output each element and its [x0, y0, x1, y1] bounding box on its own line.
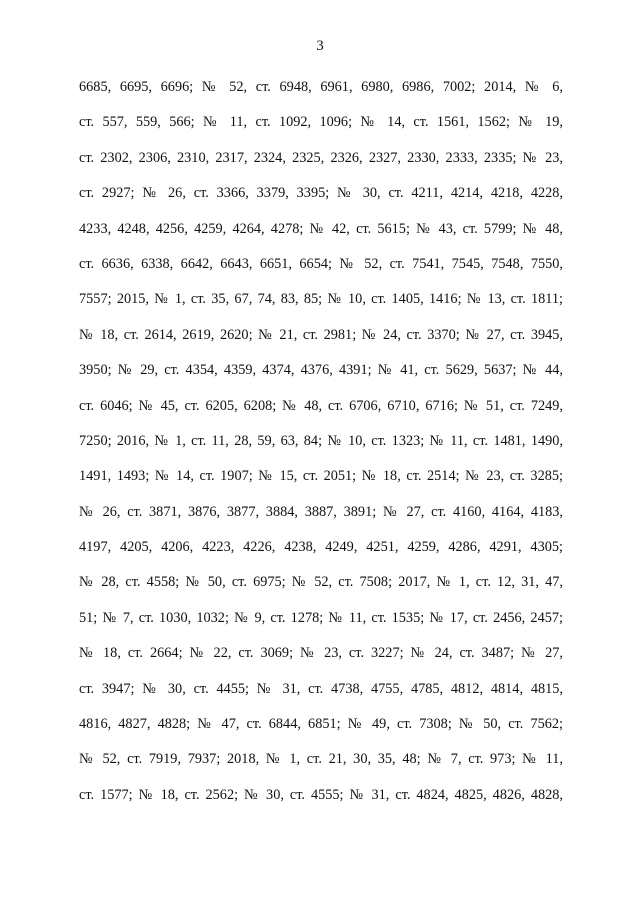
text-line-10: ст. 6046; № 45, ст. 6205, 6208; № 48, ст. 6706, 6710, 6716; № 51, ст. 7249,	[79, 397, 563, 414]
text-line-3: ст. 2302, 2306, 2310, 2317, 2324, 2325, 2326, 2327, 2330, 2333, 2335; № 23,	[79, 149, 563, 166]
text-line-13: № 26, ст. 3871, 3876, 3877, 3884, 3887, 3891; № 27, ст. 4160, 4164, 4183,	[79, 503, 563, 520]
body-text	[79, 70, 563, 813]
text-line-19: 4816, 4827, 4828; № 47, ст. 6844, 6851; № 49, ст. 7308; № 50, ст. 7562;	[79, 716, 563, 733]
text-line-21: ст. 1577; № 18, ст. 2562; № 30, ст. 4555; № 31, ст. 4824, 4825, 4826, 4828,	[79, 786, 563, 803]
text-line-11: 7250; 2016, № 1, ст. 11, 28, 59, 63, 84; № 10, ст. 1323; № 11, ст. 1481, 1490,	[79, 432, 563, 449]
text-line-16: 51; № 7, ст. 1030, 1032; № 9, ст. 1278; № 11, ст. 1535; № 17, ст. 2456, 2457;	[79, 609, 563, 626]
text-line-14: 4197, 4205, 4206, 4223, 4226, 4238, 4249, 4251, 4259, 4286, 4291, 4305;	[79, 539, 563, 556]
text-line-2: ст. 557, 559, 566; № 11, ст. 1092, 1096; № 14, ст. 1561, 1562; № 19,	[79, 114, 563, 131]
text-line-1: 6685, 6695, 6696; № 52, ст. 6948, 6961, 6980, 6986, 7002; 2014, № 6,	[79, 79, 563, 95]
text-line-18: ст. 3947; № 30, ст. 4455; № 31, ст. 4738, 4755, 4785, 4812, 4814, 4815,	[79, 680, 563, 697]
text-line-4: ст. 2927; № 26, ст. 3366, 3379, 3395; № 30, ст. 4211, 4214, 4218, 4228,	[79, 185, 563, 202]
text-line-6: ст. 6636, 6338, 6642, 6643, 6651, 6654; № 52, ст. 7541, 7545, 7548, 7550,	[79, 255, 563, 272]
text-line-12: 1491, 1493; № 14, ст. 1907; № 15, ст. 2051; № 18, ст. 2514; № 23, ст. 3285;	[79, 468, 563, 485]
text-line-7: 7557; 2015, № 1, ст. 35, 67, 74, 83, 85; № 10, ст. 1405, 1416; № 13, ст. 1811;	[79, 291, 563, 308]
text-line-15: № 28, ст. 4558; № 50, ст. 6975; № 52, ст. 7508; 2017, № 1, ст. 12, 31, 47,	[79, 574, 563, 591]
text-line-17: № 18, ст. 2664; № 22, ст. 3069; № 23, ст. 3227; № 24, ст. 3487; № 27,	[79, 645, 563, 662]
text-line-20: № 52, ст. 7919, 7937; 2018, № 1, ст. 21, 30, 35, 48; № 7, ст. 973; № 11,	[79, 751, 563, 768]
page-number: 3	[316, 38, 324, 54]
text-line-9: 3950; № 29, ст. 4354, 4359, 4374, 4376, 4391; № 41, ст. 5629, 5637; № 44,	[79, 362, 563, 379]
text-line-8: № 18, ст. 2614, 2619, 2620; № 21, ст. 2981; № 24, ст. 3370; № 27, ст. 3945,	[79, 326, 563, 343]
text-line-5: 4233, 4248, 4256, 4259, 4264, 4278; № 42, ст. 5615; № 43, ст. 5799; № 48,	[79, 220, 563, 237]
